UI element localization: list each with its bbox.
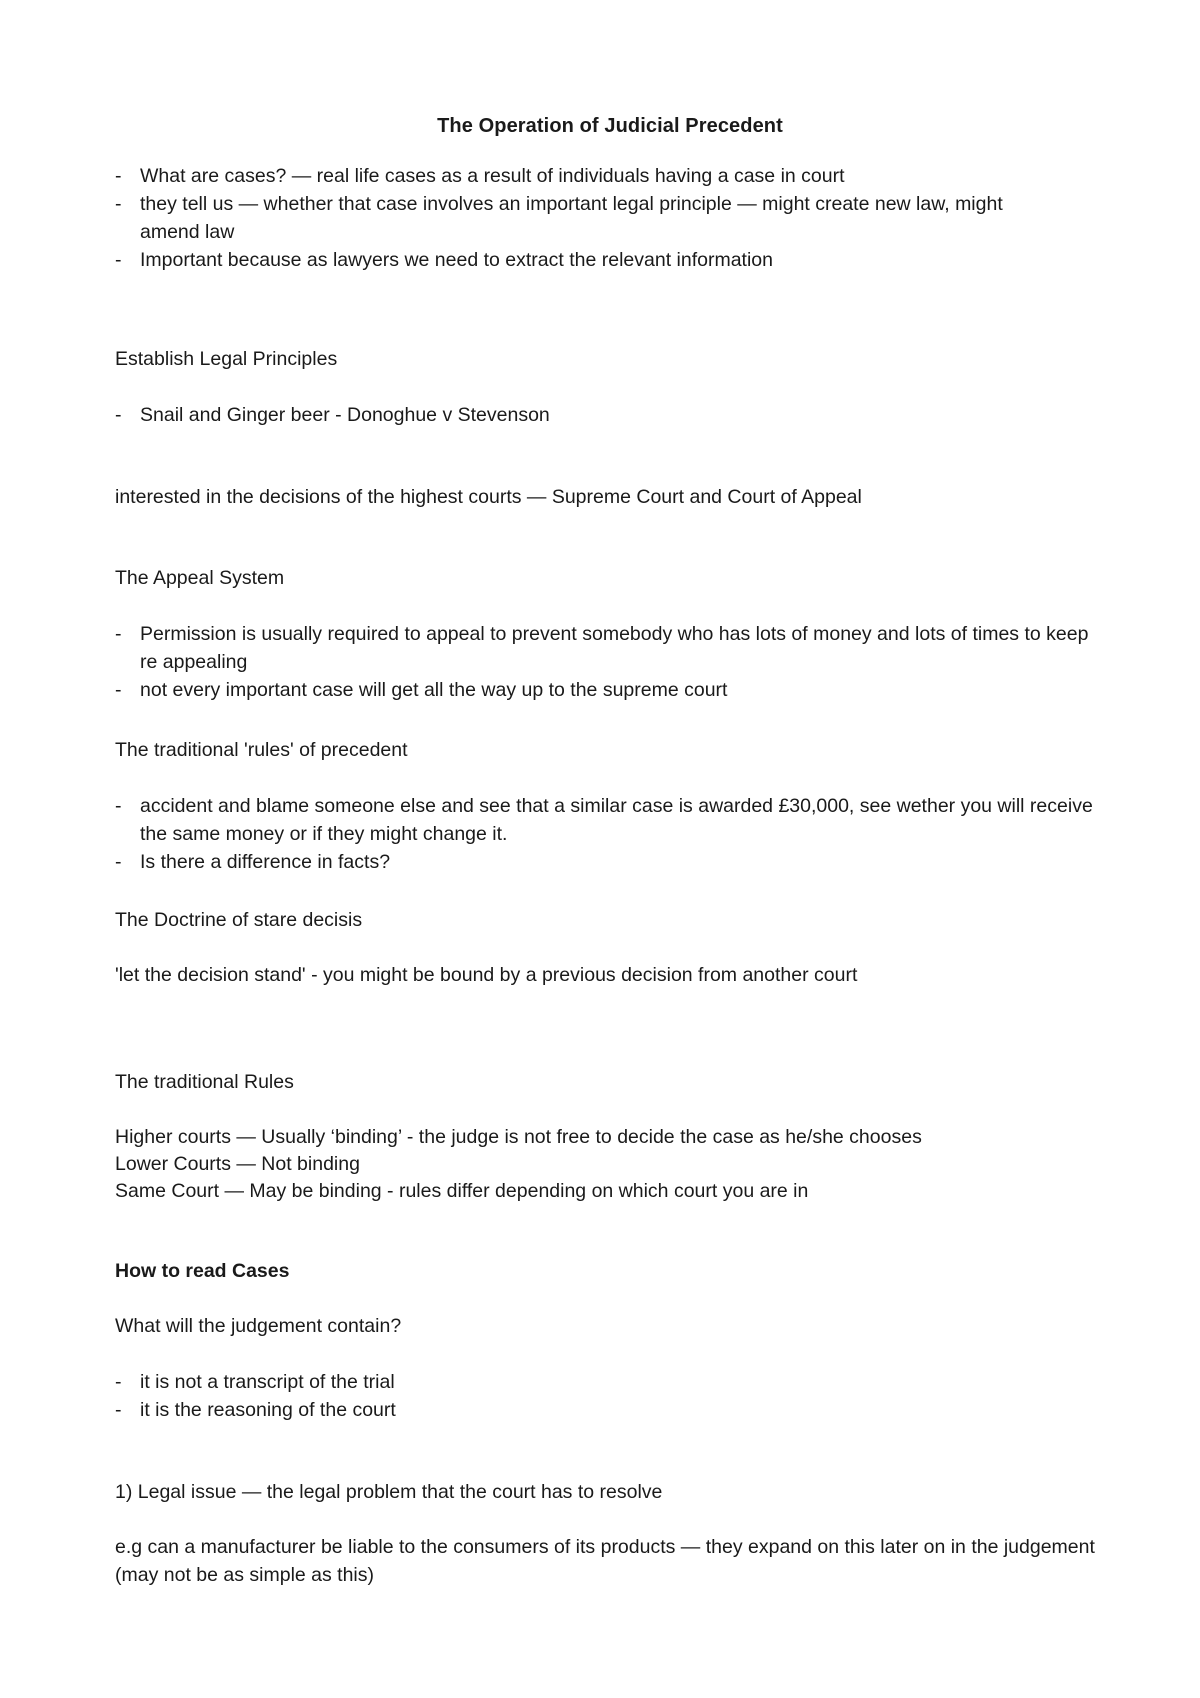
bullet-text: it is the reasoning of the court	[140, 1399, 396, 1421]
bullet-marker: -	[115, 1371, 122, 1393]
bullet-text: not every important case will get all the way up to the supreme court	[140, 679, 728, 701]
court-line: Higher courts — Usually ‘binding’ - the judge is not free to decide the case as he/she chooses	[115, 1126, 922, 1148]
section-heading: The Doctrine of stare decisis	[115, 909, 363, 931]
list-item	[115, 793, 1105, 848]
bullet-marker: -	[115, 193, 122, 215]
list-item	[115, 1369, 1105, 1397]
list-item	[115, 247, 1105, 275]
section-heading-bold: How to read Cases	[115, 1260, 290, 1282]
bullet-marker: -	[115, 249, 122, 271]
bullet-marker: -	[115, 795, 122, 817]
paragraph: 'let the decision stand' - you might be bound by a previous decision from another court	[115, 964, 858, 986]
bullet-marker: -	[115, 1399, 122, 1421]
bullet-text: Snail and Ginger beer - Donoghue v Stevenson	[140, 404, 550, 426]
bullet-text: Important because as lawyers we need to extract the relevant information	[140, 249, 773, 271]
bullet-text: What are cases? — real life cases as a result of individuals having a case in court	[140, 165, 845, 187]
paragraph: 1) Legal issue — the legal problem that the court has to resolve	[115, 1481, 663, 1503]
section-heading: The Appeal System	[115, 567, 285, 589]
list-item	[115, 849, 1105, 877]
paragraph: interested in the decisions of the highest courts — Supreme Court and Court of Appeal	[115, 486, 862, 508]
list-item	[115, 621, 1105, 676]
bullet-marker: -	[115, 679, 122, 701]
bullet-text: Permission is usually required to appeal to prevent somebody who has lots of money and lots of times to keep re appealing	[140, 623, 1089, 673]
section-heading: The traditional Rules	[115, 1071, 294, 1093]
list-item	[115, 1397, 1105, 1425]
court-line: Lower Courts — Not binding	[115, 1153, 360, 1175]
list-item	[115, 677, 1105, 705]
bullet-text: it is not a transcript of the trial	[140, 1371, 395, 1393]
bullet-text: they tell us — whether that case involves an important legal principle — might create new law, might amend law	[140, 193, 1003, 243]
list-item	[115, 163, 1105, 191]
paragraph: What will the judgement contain?	[115, 1315, 402, 1337]
bullet-marker: -	[115, 404, 122, 426]
bullet-marker: -	[115, 165, 122, 187]
bullet-text: accident and blame someone else and see that a similar case is awarded £30,000, see wether you will receive the same money or if they might change it.	[140, 795, 1093, 845]
section-heading: Establish Legal Principles	[115, 348, 338, 370]
bullet-text: Is there a difference in facts?	[140, 851, 391, 873]
list-item	[115, 191, 1105, 246]
section-heading: The traditional 'rules' of precedent	[115, 739, 408, 761]
bullet-marker: -	[115, 623, 122, 645]
document-title: The Operation of Judicial Precedent	[437, 115, 783, 137]
bullet-marker: -	[115, 851, 122, 873]
list-item	[115, 402, 1105, 430]
paragraph: e.g can a manufacturer be liable to the consumers of its products — they expand on this later on in the judgement (may not be as simple as this)	[115, 1536, 1095, 1586]
court-line: Same Court — May be binding - rules differ depending on which court you are in	[115, 1180, 809, 1202]
